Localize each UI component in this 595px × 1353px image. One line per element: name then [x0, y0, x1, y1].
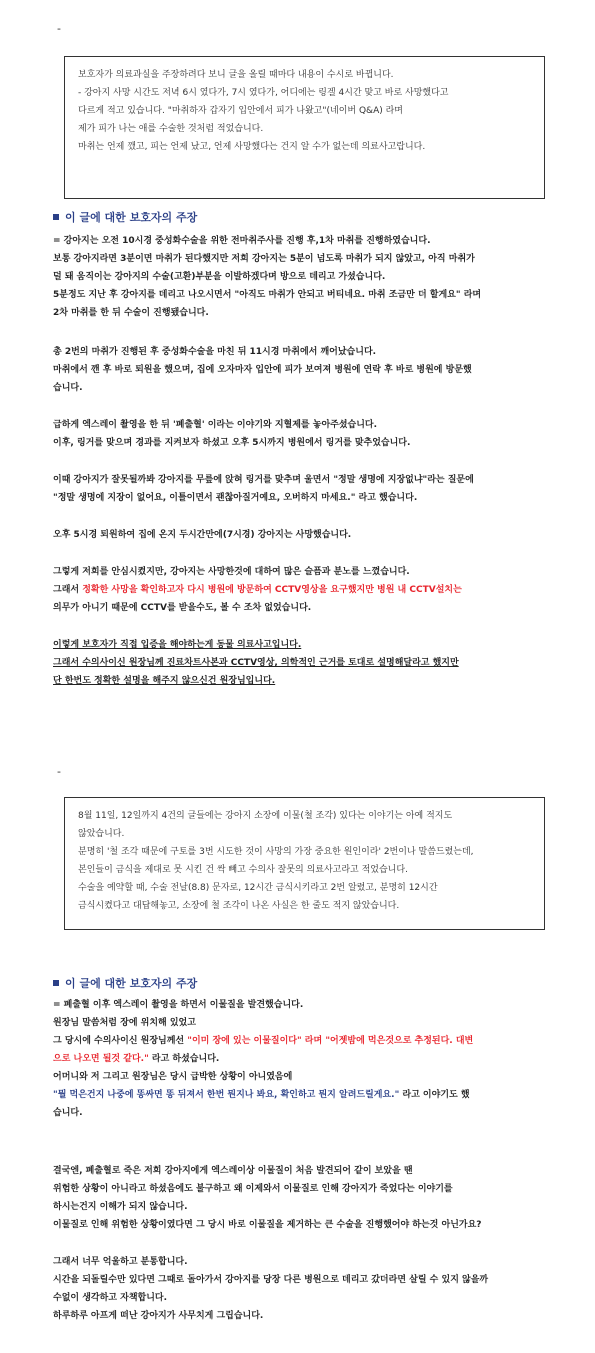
- text-line: 마취에서 깬 후 바로 퇴원을 했으며, 집에 오자마자 입안에 피가 보여져 병원에 연락 후 바로 병원에 방문했: [53, 365, 472, 375]
- text-span: 라고 하셨습니다.: [148, 1054, 220, 1064]
- text-line: 습니다.: [53, 1108, 83, 1118]
- text-line: 어머니와 저 그리고 원장님은 당시 급박한 상황이 아니였음에: [53, 1072, 293, 1082]
- dash-marker: -: [57, 765, 61, 778]
- quote-box: [64, 56, 545, 199]
- highlight-navy-text: "뭘 먹은건지 나중에 똥싸면 똥 뒤져서 한번 뭔지나 봐요, 확인하고 뭔지 알려드릴게요.": [53, 1090, 400, 1100]
- claim-paragraph: [53, 526, 553, 544]
- box-line: - 강아지 사망 시간도 저녁 6시 였다가, 7시 였다가, 어디에는 링겔 4시간 맞고 바로 사망했다고: [78, 88, 449, 98]
- text-line: 시간을 되돌릴수만 있다면 그때로 돌아가서 강아지를 당장 다른 병원으로 데리고 갔더라면 살릴 수 있지 않을까: [53, 1275, 489, 1285]
- text-line: 하루하루 아프게 떠난 강아지가 사무치게 그립습니다.: [53, 1311, 264, 1321]
- text-line: 이후, 링거를 맞으며 경과를 지켜보자 하셨고 오후 5시까지 병원에서 링거를 맞추었습니다.: [53, 438, 411, 448]
- claim-paragraph: [53, 416, 553, 452]
- text-line: "정말 생명에 지장이 없어요, 이틀이면서 괜찮아질거예요, 오버하지 마세요." 라고 했습니다.: [53, 493, 418, 503]
- text-line: 원장님 말씀처럼 장에 위치해 있었고: [53, 1018, 196, 1028]
- claim-paragraph: [53, 563, 553, 617]
- box-line: 분명히 '철 조각 때문에 구토를 3번 시도한 것이 사망의 가장 중요한 원인이라' 2번이나 말씀드렸는데,: [78, 847, 474, 857]
- text-line: 2차 마취를 한 뒤 수술이 진행됐습니다.: [53, 308, 209, 318]
- text-line: 이물질로 인해 위험한 상황이였다면 그 당시 바로 이물질을 제거하는 큰 수술을 진행했어야 하는것 아닌가요?: [53, 1220, 482, 1230]
- highlight-red-text: 으로 나오면 될것 같다.": [53, 1054, 149, 1064]
- claim-paragraph: [53, 471, 553, 507]
- text-line: 보통 강아지라면 3분이면 마취가 된다했지만 저희 강아지는 5분이 넘도록 마취가 되지 않았고, 아직 마취가: [53, 254, 475, 264]
- section-heading: [53, 975, 197, 991]
- text-line: 덜 돼 움직이는 강아지의 수술(고환)부분을 이발하겠다며 방으로 데리고 가셨습니다.: [53, 272, 386, 282]
- box-line: 제가 피가 나는 애를 수술한 것처럼 적었습니다.: [78, 124, 264, 134]
- box-line: 금식시켰다고 대답해놓고, 소장에 철 조각이 나온 사실은 한 줄도 적지 않았습니다.: [78, 901, 400, 911]
- highlight-red-text: 하시는건지 이해가 되지 않습니다.: [53, 1202, 188, 1212]
- box-line: 본인들이 금식을 제대로 못 시킨 건 싹 빼고 수의사 잘못의 의료사고라고 적었습니다.: [78, 865, 408, 875]
- dash-marker: -: [57, 22, 61, 35]
- highlight-red-text: 위험한 상황이 아니라고 하셨음에도 불구하고 왜 이제와서 이물질로 인해 강아지가 죽었다는 이야기를: [53, 1184, 453, 1194]
- box-line: 수술을 예약할 때, 수술 전날(8.8) 문자로, 12시간 금식시키라고 2번 알렸고, 분명히 12시간: [78, 883, 438, 893]
- claim-paragraph: [53, 636, 553, 690]
- section-heading: [53, 209, 197, 225]
- box-line: 다르게 적고 있습니다. "마취하자 갑자기 입안에서 피가 나왔고"(네이버 Q&A) 라며: [78, 106, 403, 116]
- text-line: = 폐출혈 이후 엑스레이 촬영을 하면서 이물질을 발견했습니다.: [53, 1000, 304, 1010]
- text-span: 그래서: [53, 585, 83, 595]
- highlight-red-text: 정확한 사망을 확인하고자 다시 병원에 방문하여 CCTV영상을 요구했지만 병원 내 CCTV설치는: [82, 585, 462, 595]
- text-line: [53, 1032, 553, 1050]
- text-line: [53, 1050, 553, 1068]
- box-line: 보호자가 의료과실을 주장하려다 보니 글을 올릴 때마다 내용이 수시로 바뀝니다.: [78, 70, 394, 80]
- text-line: 5분정도 지난 후 강아지를 데리고 나오시면서 "아직도 마취가 안되고 버티네요. 마취 조금만 더 할게요" 라며: [53, 290, 482, 300]
- square-bullet-icon: [53, 214, 59, 220]
- text-line: [53, 581, 553, 599]
- quote-box: [64, 797, 545, 930]
- text-line: 급하게 엑스레이 촬영을 한 뒤 '폐출혈' 이라는 이야기와 지혈제를 놓아주셨습니다.: [53, 420, 378, 430]
- claim-paragraph: [53, 343, 553, 397]
- claim-paragraph: [53, 1162, 553, 1234]
- text-line: 오후 5시경 퇴원하여 집에 온지 두시간만에(7시경) 강아지는 사망했습니다.: [53, 530, 352, 540]
- text-line: 그렇게 저희를 안심시켰지만, 강아지는 사망한것에 대하여 많은 슬픔과 분노를 느꼈습니다.: [53, 567, 410, 577]
- section-heading-text: 이 글에 대한 보호자의 주장: [65, 211, 198, 224]
- highlight-red-underlined-text: 그래서 수의사이신 원장님께 진료차트사본과 CCTV영상, 의학적인 근거를 토대로 설명해달라고 했지만: [53, 658, 459, 668]
- box-line: 않았습니다.: [78, 829, 125, 839]
- claim-paragraph: [53, 1253, 553, 1325]
- text-line: 결국엔, 폐출혈로 죽은 저희 강아지에게 엑스레이상 이물질이 처음 발견되어 같이 보았을 땐: [53, 1166, 413, 1176]
- text-span: 그 당시에 수의사이신 원장님께선: [53, 1036, 188, 1046]
- text-line: 습니다.: [53, 383, 83, 393]
- highlight-red-underlined-text: 단 한번도 정확한 설명을 해주지 않으신건 원장님입니다.: [53, 676, 276, 686]
- text-line: 총 2번의 마취가 진행된 후 중성화수술을 마친 뒤 11시경 마취에서 깨어났습니다.: [53, 347, 377, 357]
- section-heading-text: 이 글에 대한 보호자의 주장: [65, 977, 198, 990]
- text-line: 이때 강아지가 잘못될까봐 강아지를 무릎에 앉혀 링거를 맞추며 울면서 "정말 생명에 지장없냐"라는 질문에: [53, 475, 474, 485]
- highlight-red-underlined-text: 이렇게 보호자가 직접 입증을 해야하는게 동물 의료사고입니다.: [53, 640, 302, 650]
- text-span: 라고 이야기도 했: [399, 1090, 470, 1100]
- text-line: [53, 1086, 553, 1104]
- highlight-red-text: 의무가 아니기 때문에 CCTV를 받을수도, 볼 수 조차 없었습니다.: [53, 603, 312, 613]
- text-line: = 강아지는 오전 10시경 중성화수술을 위한 전마취주사를 진행 후,1차 마취를 진행하였습니다.: [53, 236, 431, 246]
- box-line: 8월 11일, 12일까지 4건의 글들에는 강아지 소장에 이물(철 조각) 있다는 이야기는 아예 적지도: [78, 811, 453, 821]
- claim-paragraph: [53, 996, 553, 1122]
- highlight-red-text: "이미 장에 있는 이물질이다" 라며 "어젯밤에 먹은것으로 추정된다. 대변: [187, 1036, 474, 1046]
- text-line: 그래서 너무 억울하고 분통합니다.: [53, 1257, 188, 1267]
- box-line: 마취는 언제 깼고, 피는 언제 났고, 언제 사망했다는 건지 알 수가 없는데 의료사고랍니다.: [78, 142, 426, 152]
- text-line: 수없이 생각하고 자책합니다.: [53, 1293, 168, 1303]
- square-bullet-icon: [53, 980, 59, 986]
- claim-paragraph: [53, 232, 553, 322]
